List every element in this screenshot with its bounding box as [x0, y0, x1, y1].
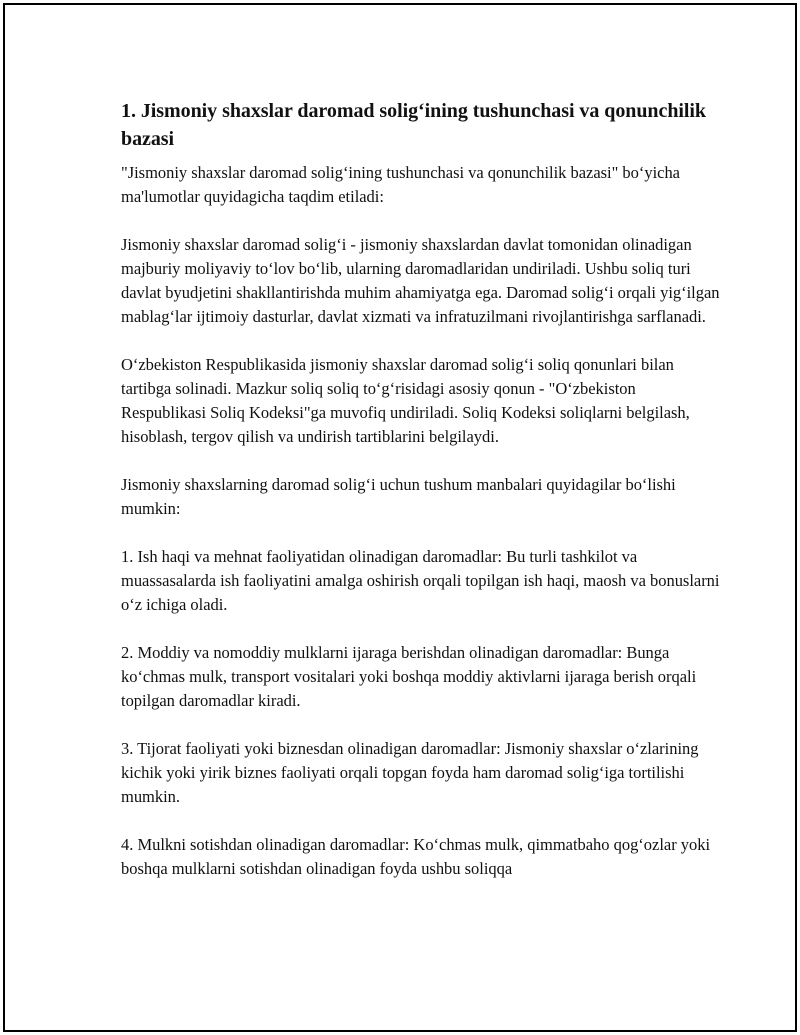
list-item-rental: 2. Moddiy va nomoddiy mulklarni ijaraga berishdan olinadigan daromadlar: Bunga ko‘chmas mulk, transport vositalari yoki boshqa moddiy aktivlarni ijaraga berish orqali topilgan daromadlar kiradi.	[121, 643, 697, 710]
legislation-paragraph: O‘zbekiston Respublikasida jismoniy shaxslar daromad solig‘i soliq qonunlari bilan tartibga solinadi. Mazkur soliq soliq to‘g‘risidagi asosiy qonun - "O‘zbekiston Respublikasi Soliq Kodeksi"ga muvofiq undiriladi. Soliq Kodeksi soliqlarni belgilash, hisoblash, tergov qilish va undirish tartiblarini belgilaydi.	[121, 355, 690, 446]
document-body	[121, 97, 721, 905]
list-item-property-sale: 4. Mulkni sotishdan olinadigan daromadlar: Ko‘chmas mulk, qimmatbaho qog‘ozlar yoki boshqa mulklarni sotishdan olinadigan foyda ushbu soliqqa	[121, 835, 711, 878]
page-frame	[3, 3, 797, 1032]
section-title: 1. Jismoniy shaxslar daromad solig‘ining tushunchasi va qonunchilik bazasi	[121, 100, 706, 150]
list-item-business: 3. Tijorat faoliyati yoki biznesdan olinadigan daromadlar: Jismoniy shaxslar o‘zlarining kichik yoki yirik biznes faoliyati orqali topgan foyda ham daromad solig‘iga tortilishi mumkin.	[121, 739, 699, 806]
list-item-salary: 1. Ish haqi va mehnat faoliyatidan olinadigan daromadlar: Bu turli tashkilot va muassasalarda ish faoliyatini amalga oshirish orqali topilgan ish haqi, maosh va bonuslarni o‘z ichiga oladi.	[121, 547, 720, 614]
definition-paragraph: Jismoniy shaxslar daromad solig‘i - jismoniy shaxslardan davlat tomonidan olinadigan majburiy moliyaviy to‘lov bo‘lib, ularning daromadlaridan undiriladi. Ushbu soliq turi davlat byudjetini shakllantirishda muhim ahamiyatga ega. Daromad solig‘i orqali yig‘ilgan mablag‘lar ijtimoiy dasturlar, davlat xizmati va infratuzilmani rivojlantirishga sarflanadi.	[121, 235, 720, 326]
income-sources-intro: Jismoniy shaxslarning daromad solig‘i uchun tushum manbalari quyidagilar bo‘lishi mumkin:	[121, 475, 676, 518]
intro-paragraph: "Jismoniy shaxslar daromad solig‘ining tushunchasi va qonunchilik bazasi" bo‘yicha ma'lumotlar quyidagicha taqdim etiladi:	[121, 163, 680, 206]
